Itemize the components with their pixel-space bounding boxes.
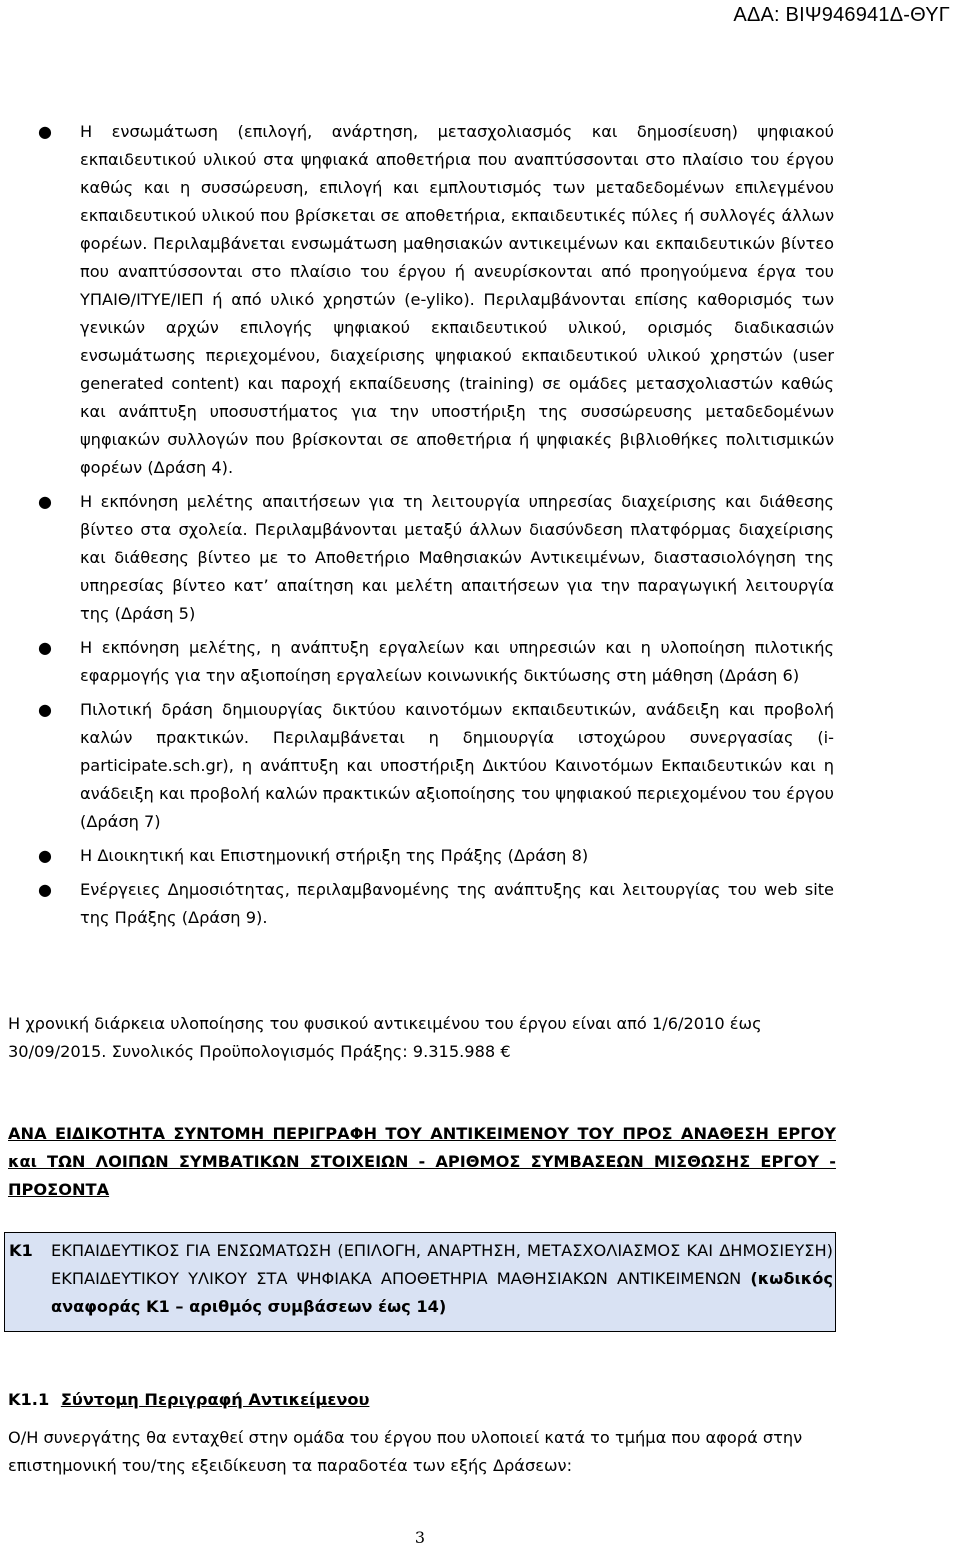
bullet-icon: ● bbox=[38, 122, 52, 141]
specialty-title: ΕΚΠΑΙΔΕΥΤΙΚΟΣ ΓΙΑ ΕΝΣΩΜΑΤΩΣΗ (ΕΠΙΛΟΓΗ, ΑΝΑΡΤΗΣΗ, ΜΕΤΑΣΧΟΛΙΑΣΜΟΣ ΚΑΙ ΔΗΜΟΣΙΕΥΣΗ) ΕΚΠΑΙΔΕΥΤΙΚΟΥ ΥΛΙΚΟΥ ΣΤΑ ΨΗΦΙΑΚΑ ΑΠΟΘΕΤΗΡΙΑ ΜΑΘΗΣΙΑΚΩΝ ΑΝΤΙΚΕΙΜΕΝΩΝ bbox=[51, 1241, 833, 1288]
subsection-code: Κ1.1 bbox=[8, 1390, 50, 1409]
bullet-icon: ● bbox=[38, 700, 52, 719]
subsection-title: Σύντομη Περιγραφή Αντικείμενου bbox=[60, 1390, 370, 1409]
activities-list bbox=[0, 118, 960, 938]
list-item bbox=[0, 696, 960, 836]
subsection-paragraph: Ο/Η συνεργάτης θα ενταχθεί στην ομάδα του έργου που υλοποιεί κατά το τμήμα που αφορά στην επιστημονική του/της εξειδίκευση τα παραδοτέα των εξής Δράσεων: bbox=[8, 1428, 803, 1475]
list-item bbox=[0, 634, 960, 690]
list-item bbox=[0, 488, 960, 628]
specialty-description bbox=[51, 1237, 833, 1321]
duration-paragraph: Η χρονική διάρκεια υλοποίησης του φυσικού αντικειμένου του έργου είναι από 1/6/2010 έως 30/09/2015. Συνολικός Προϋπολογισμός Πράξης: 9.315.988 € bbox=[8, 1014, 762, 1061]
list-item-text: Ενέργειες Δημοσιότητας, περιλαμβανομένης της ανάπτυξης και λειτουργίας του web site της Πράξης (Δράση 9). bbox=[80, 880, 834, 927]
list-item bbox=[0, 842, 960, 870]
bullet-icon: ● bbox=[38, 638, 52, 657]
specialty-note: (κωδικός αναφοράς Κ1 – αριθμός συμβάσεων έως 14) bbox=[51, 1269, 833, 1316]
page-number: 3 bbox=[414, 1528, 426, 1547]
list-item-text: Πιλοτική δράση δημιουργίας δικτύου καινοτόμων εκπαιδευτικών, ανάδειξη και προβολή καλών πρακτικών. Περιλαμβάνεται η δημιουργία ιστοχώρου συνεργασίας (i-participate.sch.gr), η ανάπτυξη και υποστήριξη Δικτύου Καινοτόμων Εκπαιδευτικών και η ανάδειξη και προβολή καλών πρακτικών αξιοποίησης του ψηφιακού περιεχομένου του έργου (Δράση 7) bbox=[80, 700, 834, 831]
bullet-icon: ● bbox=[38, 492, 52, 511]
specialty-code: Κ1 bbox=[9, 1241, 33, 1260]
list-item bbox=[0, 876, 960, 932]
bullet-icon: ● bbox=[38, 846, 52, 865]
subsection-heading bbox=[8, 1390, 369, 1409]
list-item-text: Η εκπόνηση μελέτης, η ανάπτυξη εργαλείων και υπηρεσιών και η υλοποίηση πιλοτικής εφαρμογής για την αξιοποίηση εργαλείων κοινωνικής δικτύωσης στη μάθηση (Δράση 6) bbox=[80, 638, 834, 685]
list-item bbox=[0, 118, 960, 482]
specialty-k1-box bbox=[4, 1232, 836, 1332]
ada-code: ΑΔΑ: ΒΙΨ946941Δ-ΘΥΓ bbox=[733, 4, 950, 26]
list-item-text: Η ενσωμάτωση (επιλογή, ανάρτηση, μετασχολιασμός και δημοσίευση) ψηφιακού εκπαιδευτικού υλικού στα ψηφιακά αποθετήρια που αναπτύσσονται στο πλαίσιο του έργου καθώς και η συσσώρευση, επιλογή και εμπλουτισμός των μεταδεδομένων επιλεγμένου εκπαιδευτικού υλικού που βρίσκεται σε αποθετήρια, εκπαιδευτικές πύλες ή συλλογές άλλων φορέων. Περιλαμβάνεται ενσωμάτωση μαθησιακών αντικειμένων και εκπαιδευτικών βίντεο που αναπτύσσονται στο πλαίσιο του έργου ή ανευρίσκονται από προηγούμενα έργα του ΥΠΑΙΘ/ΙΤΥΕ/ΙΕΠ ή από υλικό χρηστών (e-yliko). Περιλαμβάνονται επίσης καθορισμός των γενικών αρχών επιλογής ψηφιακού εκπαιδευτικού υλικού, ορισμός διαδικασιών ενσωμάτωσης περιεχομένου, διαχείρισης ψηφιακού εκπαιδευτικού υλικού χρηστών (user generated content) και παροχή εκπαίδευσης (training) σε ομάδες μετασχολιαστών καθώς και ανάπτυξη υποσυστήματος για την υποστήριξη της συσσώρευσης μεταδεδομένων ψηφιακών συλλογών που βρίσκονται σε αποθετήρια ή ψηφιακές βιβλιοθήκες πολιτισμικών φορέων (Δράση 4). bbox=[80, 122, 834, 477]
bullet-icon: ● bbox=[38, 880, 52, 899]
list-item-text: Η Διοικητική και Επιστημονική στήριξη της Πράξης (Δράση 8) bbox=[80, 846, 589, 865]
list-item-text: Η εκπόνηση μελέτης απαιτήσεων για τη λειτουργία υπηρεσίας διαχείρισης και διάθεσης βίντεο στα σχολεία. Περιλαμβάνονται μεταξύ άλλων διασύνδεση πλατφόρμας διαχείρισης και διάθεσης βίντεο με το Αποθετήριο Μαθησιακών Αντικειμένων, διαστασιολόγηση της υπηρεσίας βίντεο κατ’ απαίτηση και μελέτη απαιτήσεων για την παραγωγική λειτουργία της (Δράση 5) bbox=[80, 492, 834, 623]
section-heading: ΑΝΑ ΕΙΔΙΚΟΤΗΤΑ ΣΥΝΤΟΜΗ ΠΕΡΙΓΡΑΦΗ ΤΟΥ ΑΝΤΙΚΕΙΜΕΝΟΥ ΤΟΥ ΠΡΟΣ ΑΝΑΘΕΣΗ ΕΡΓΟΥ και ΤΩΝ ΛΟΙΠΩΝ ΣΥΜΒΑΤΙΚΩΝ ΣΤΟΙΧΕΙΩΝ - ΑΡΙΘΜΟΣ ΣΥΜΒΑΣΕΩΝ ΜΙΣΘΩΣΗΣ ΕΡΓΟΥ - ΠΡΟΣΟΝΤΑ bbox=[8, 1124, 836, 1199]
